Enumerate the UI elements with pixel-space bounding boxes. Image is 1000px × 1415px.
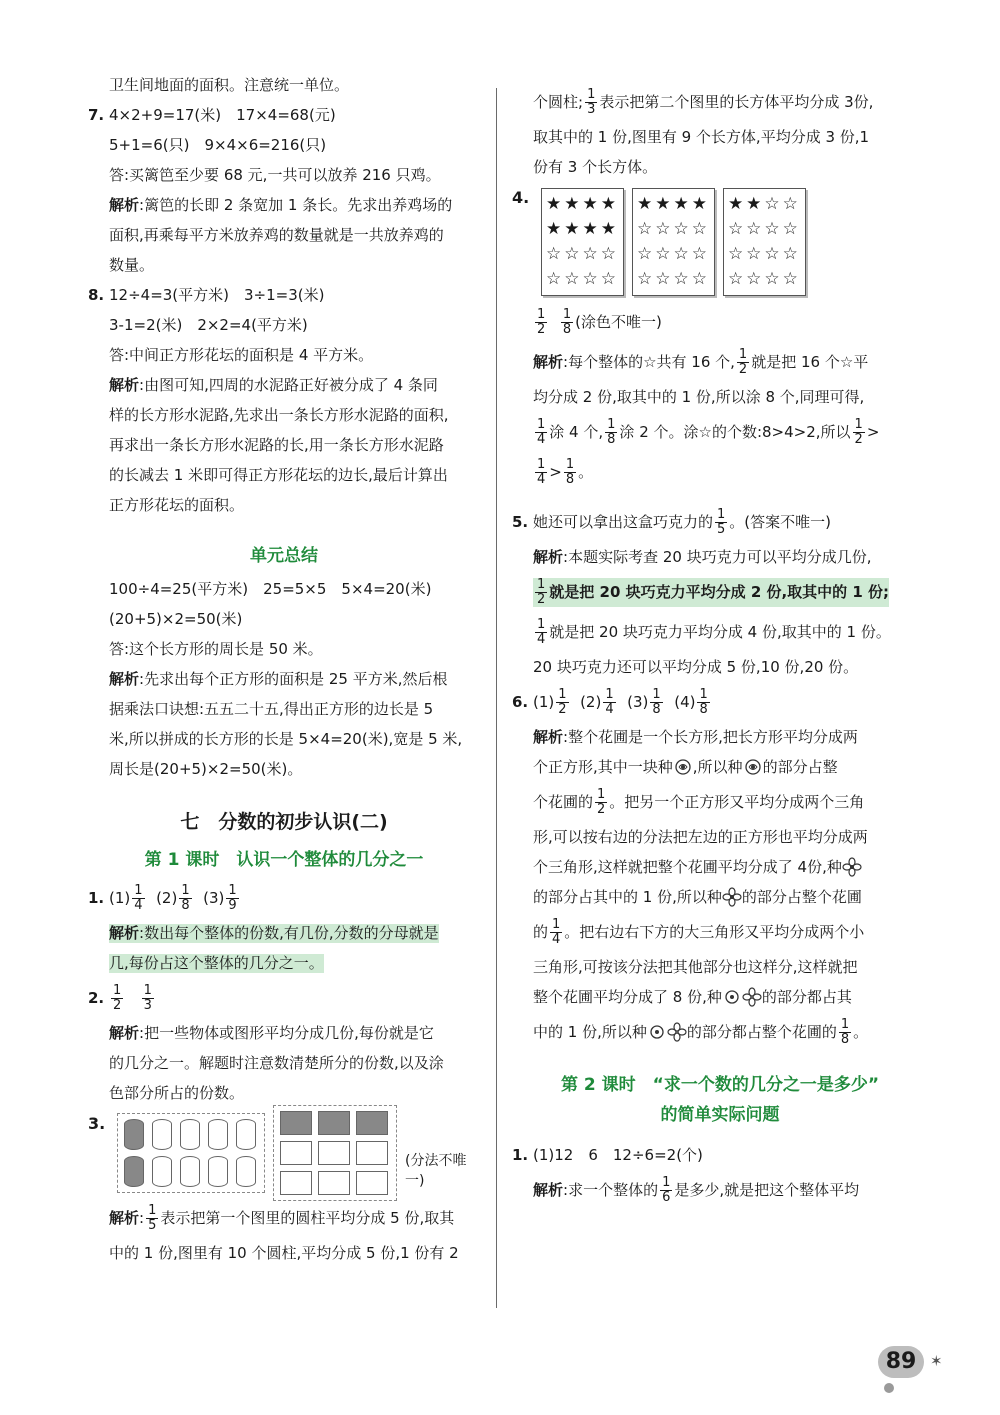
star-row: ★★★★ — [546, 219, 619, 239]
cylinder-figure — [117, 1113, 265, 1193]
explanation-label: 解析 — [109, 1023, 140, 1042]
star-row: ☆☆☆☆ — [636, 269, 710, 289]
question-6: 6. (1) $\frac{1}{2}$ (2) $\frac{1}{4}$ (3) $\frac{1}{8}$ (4) $\frac{1}{8}$ — [512, 686, 708, 717]
explanation-label: 解析 — [533, 1180, 564, 1199]
question-number: 7. — [88, 105, 105, 124]
star-row: ★★★★ — [636, 194, 710, 214]
right-column — [512, 82, 928, 1210]
explanation-line: 解析 :篱笆的长即 2 条宽加 1 条长。先求出养鸡场的 — [109, 195, 453, 214]
explanation-line: 个三角形,这样就把整个花圃平均分成了 4份,种 — [512, 852, 928, 882]
explanation-line: 米,所以拼成的长方形的长是 5×4=20(米),宽是 5 米, — [109, 729, 463, 748]
cylinder-shaded — [124, 1156, 144, 1187]
question-number: 8. — [88, 285, 105, 304]
explanation-line: $\frac{1}{4}$ > $\frac{1}{8}$ 。 — [537, 456, 594, 487]
answer-line: (20+5)×2=50(米) — [109, 609, 243, 628]
explanation-label: 解析 — [533, 547, 564, 566]
cylinder — [180, 1119, 200, 1150]
explanation-line: 个花圃的 $\frac{1}{2}$ 。把另一个正方形又平均分成两个三角 — [533, 786, 865, 817]
question-number: 5. — [512, 512, 529, 531]
fraction: $\frac{1}{2}$ — [854, 416, 863, 447]
cylinder — [236, 1119, 256, 1150]
explanation-line: 正方形花坛的面积。 — [109, 495, 245, 514]
answer-line: 100÷4=25(平方米) 25=5×5 5×4=20(米) — [109, 579, 432, 598]
cuboid-shaded — [356, 1111, 388, 1135]
star-row: ☆☆☆☆ — [636, 244, 710, 264]
fraction: $\frac{1}{2}$ — [738, 346, 748, 377]
explanation-line: 解析 :把一些物体或图形平均分成几份,每份就是它 — [109, 1023, 434, 1042]
explanation-line: 数量。 — [109, 255, 155, 274]
answer-line: 4×2+9=17(米) 17×4=68(元) — [109, 105, 336, 124]
fraction: $\frac{1}{8}$ — [565, 456, 575, 487]
column-divider — [496, 88, 497, 1308]
lesson-title: 第 1 课时 认识一个整体的几分之一 — [144, 850, 424, 870]
question-number: 2. — [88, 988, 105, 1007]
note: (分法不唯一) — [405, 1153, 467, 1189]
lesson-title-line2: 的简单实际问题 — [660, 1105, 780, 1125]
explanation-label: 解析 — [533, 727, 564, 746]
note: (涂色不唯一) — [575, 312, 662, 331]
fraction: $\frac{1}{8}$ — [652, 686, 661, 717]
explanation-line: 的 $\frac{1}{4}$ 。把右边右下方的大三角形又平均分成两个小 — [533, 916, 865, 947]
explanation-line: 个正方形,其中一块种 ,所以种 的部分占整 — [533, 757, 838, 776]
question-7 — [88, 100, 480, 130]
cuboid — [318, 1171, 350, 1195]
sparkle-icon: ✶ — [930, 1352, 943, 1370]
answer-line — [512, 302, 928, 342]
question-5: 5. 她还可以拿出这盒巧克力的 $\frac{1}{5}$ 。(答案不唯一) — [512, 506, 832, 537]
fraction: $\frac{1}{2}$ — [113, 982, 122, 1013]
fraction: $\frac{1}{4}$ — [537, 616, 546, 647]
question-number: 3. — [88, 1114, 106, 1133]
fraction: $\frac{1}{8}$ — [562, 306, 572, 337]
star-grid-half — [541, 188, 624, 296]
explanation-line: 面积,再乘每平方米放养鸡的数量就是一共放养鸡的 — [109, 225, 444, 244]
explanation-line: 样的长方形水泥路,先求出一条长方形水泥路的面积, — [109, 405, 449, 424]
cuboid — [280, 1141, 312, 1165]
rose-icon — [673, 757, 693, 777]
fraction: $\frac{1}{8}$ — [607, 416, 616, 447]
star-row: ☆☆☆☆ — [727, 219, 801, 239]
explanation-line: 份有 3 个长方体。 — [533, 157, 658, 176]
flower-icon — [647, 1022, 667, 1042]
question-3 — [88, 1108, 480, 1198]
explanation-line: 整个花圃平均分成了 8 份,种 的部分都占其 — [533, 987, 852, 1006]
explanation-line: 个圆柱; $\frac{1}{3}$ 表示把第二个图里的长方体平均分成 3份, — [533, 86, 874, 117]
explanation-line: $\frac{1}{2}$ 就是把 20 块巧克力平均分成 2 份,取其中的 1 份; — [512, 572, 928, 612]
explanation-line: 解析 :本题实际考查 20 块巧克力可以平均分成几份, — [533, 547, 872, 566]
answer-line: 5+1=6(只) 9×4×6=216(只) — [109, 135, 327, 154]
fraction: $\frac{1}{4}$ — [605, 686, 614, 717]
question-4 — [512, 182, 928, 302]
explanation-line: 三角形,可按该分法把其他部分也这样分,这样就把 — [533, 957, 858, 976]
fraction: $\frac{1}{2}$ — [537, 306, 546, 337]
fraction: $\frac{1}{8}$ — [181, 882, 190, 913]
cylinder-shaded — [124, 1119, 144, 1150]
answer-line: 答:这个长方形的周长是 50 米。 — [109, 639, 323, 658]
cylinder — [152, 1156, 172, 1187]
question-number: 1. — [88, 888, 105, 907]
explanation-line: 的部分占其中的 1 份,所以种 的部分占整个花圃 — [533, 887, 862, 906]
explanation-label: 解析 — [109, 195, 140, 214]
explanation-line: 中的 1 份,所以种 的部分都占整个花圃的 $\frac{1}{8}$ 。 — [533, 1016, 869, 1047]
cylinder — [152, 1119, 172, 1150]
question-8 — [88, 280, 480, 310]
cuboid-shaded — [318, 1111, 350, 1135]
answer-line: 12÷4=3(平方米) 3÷1=3(米) — [109, 285, 325, 304]
explanation-line: 解析:数出每个整体的份数,有几份,分数的分母就是 — [109, 923, 439, 942]
cuboid-figure — [273, 1105, 397, 1201]
explanation-line: 据乘法口诀想:五五二十五,得出正方形的边长是 5 — [109, 699, 434, 718]
star-row: ★★★★ — [546, 194, 619, 214]
star-row: ☆☆☆☆ — [546, 244, 619, 264]
fraction: $\frac{1}{4}$ — [134, 882, 143, 913]
unit-title: 七 分数的初步认识(二) — [180, 811, 388, 833]
section-title: 单元总结 — [250, 546, 318, 566]
explanation-line: 解析 :先求出每个正方形的面积是 25 平方米,然后根 — [109, 669, 448, 688]
question-number: 1. — [512, 1145, 529, 1164]
question-number: 4. — [512, 188, 530, 207]
explanation-line: 解析 : $\frac{1}{5}$ 表示把第一个图里的圆柱平均分成 5 份,取其 — [109, 1202, 455, 1233]
star-row: ★★☆☆ — [727, 194, 801, 214]
star-row: ☆☆☆☆ — [546, 269, 619, 289]
explanation-line: $\frac{1}{4}$ 涂 4 个, $\frac{1}{8}$ 涂 2 个。涂☆的个数:8>4>2,所以 $\frac{1}{2}$ > — [537, 416, 880, 447]
explanation-line: 形,可以按右边的分法把左边的正方形也平均分成两 — [533, 827, 868, 846]
explanation-label: 解析 — [109, 669, 140, 688]
explanation-line: 解析 :求一个整体的 $\frac{1}{6}$ 是多少,就是把这个整体平均 — [533, 1174, 860, 1205]
star-row: ☆☆☆☆ — [727, 244, 801, 264]
fraction: $\frac{1}{4}$ — [537, 456, 546, 487]
explanation-line: 再求出一条长方形水泥路的长,用一条长方形水泥路 — [109, 435, 444, 454]
left-column — [88, 70, 480, 1268]
explanation-line: 20 块巧克力还可以平均分成 5 份,10 份,20 份。 — [533, 657, 859, 676]
cylinder — [236, 1156, 256, 1187]
explanation-line: 解析 :由图可知,四周的水泥路正好被分成了 4 条同 — [109, 375, 438, 394]
star-row: ☆☆☆☆ — [727, 269, 801, 289]
star-row: ☆☆☆☆ — [636, 219, 710, 239]
lesson-title: 第 2 课时 “求一个数的几分之一是多少” — [560, 1075, 879, 1095]
explanation-label: 解析 — [533, 352, 564, 371]
explanation-line: 的几分之一。解题时注意数清楚所分的份数,以及涂 — [109, 1053, 444, 1072]
fraction: $\frac{1}{8}$ — [840, 1016, 850, 1047]
lesson2-question-1: 1. (1)12 6 12÷6=2(个) — [512, 1145, 703, 1164]
fraction: $\frac{1}{3}$ — [143, 982, 152, 1013]
cylinder — [208, 1119, 228, 1150]
explanation-line: 色部分所占的份数。 — [109, 1083, 245, 1102]
question-1: 1. (1) $\frac{1}{4}$ (2) $\frac{1}{8}$ (3) $\frac{1}{9}$ — [88, 882, 237, 913]
flower-icon — [722, 987, 742, 1007]
explanation-line: 中的 1 份,图里有 10 个圆柱,平均分成 5 份,1 份有 2 — [109, 1243, 459, 1262]
star-grid-eighth — [723, 188, 806, 296]
fraction: $\frac{1}{5}$ — [717, 506, 726, 537]
question-2 — [88, 978, 480, 1018]
explanation-line: 解析 :每个整体的☆共有 16 个, $\frac{1}{2}$ 就是把 16 个☆平 — [533, 346, 869, 377]
fraction: $\frac{1}{9}$ — [228, 882, 237, 913]
explanation-line: 解析 :整个花圃是一个长方形,把长方形平均分成两 — [533, 727, 858, 746]
explanation-label: 解析 — [109, 1208, 140, 1227]
page-number: 89 — [878, 1346, 924, 1378]
answer-line: 答:中间正方形花坛的面积是 4 平方米。 — [109, 345, 374, 364]
cylinder — [180, 1156, 200, 1187]
rose-icon — [743, 757, 763, 777]
explanation-line: 周长是(20+5)×2=50(米)。 — [109, 759, 303, 778]
fraction: $\frac{1}{2}$ — [597, 786, 606, 817]
fraction: $\frac{1}{4}$ — [552, 916, 561, 947]
explanation-line: 取其中的 1 份,图里有 9 个长方体,平均分成 3 份,1 — [533, 127, 870, 146]
explanation-label: 解析 — [109, 375, 140, 394]
cuboid — [280, 1171, 312, 1195]
fraction: $\frac{1}{3}$ — [587, 86, 596, 117]
cylinder — [208, 1156, 228, 1187]
flower-icon — [722, 887, 742, 907]
fraction: $\frac{1}{5}$ — [148, 1202, 157, 1233]
explanation-label: 解析 — [109, 923, 140, 942]
flower-icon — [742, 987, 762, 1007]
flower-icon — [842, 857, 862, 877]
fraction: $\frac{1}{8}$ — [699, 686, 708, 717]
star-grid-quarter — [632, 188, 715, 296]
fraction: $\frac{1}{4}$ — [537, 416, 546, 447]
fraction: $\frac{1}{2}$ — [537, 576, 546, 607]
question-number: 6. — [512, 692, 529, 711]
fraction: $\frac{1}{6}$ — [662, 1174, 671, 1205]
answer-line: 3-1=2(米) 2×2=4(平方米) — [109, 315, 308, 334]
explanation-line: $\frac{1}{4}$ 就是把 20 块巧克力平均分成 4 份,取其中的 1 份。 — [537, 616, 891, 647]
cuboid-shaded — [280, 1111, 312, 1135]
explanation-line: 几,每份占这个整体的几分之一。 — [109, 953, 324, 972]
cuboid — [356, 1171, 388, 1195]
fraction: $\frac{1}{2}$ — [558, 686, 567, 717]
text-line: 卫生间地面的面积。注意统一单位。 — [109, 75, 350, 94]
explanation-line: 均分成 2 份,取其中的 1 份,所以涂 8 个,同理可得, — [533, 387, 865, 406]
cuboid — [356, 1141, 388, 1165]
page-decoration-dot — [884, 1383, 894, 1393]
answer-line: 答:买篱笆至少要 68 元,一共可以放养 216 只鸡。 — [109, 165, 441, 184]
flower-icon — [667, 1022, 687, 1042]
cuboid — [318, 1141, 350, 1165]
explanation-line: 的长减去 1 米即可得正方形花坛的边长,最后计算出 — [109, 465, 448, 484]
